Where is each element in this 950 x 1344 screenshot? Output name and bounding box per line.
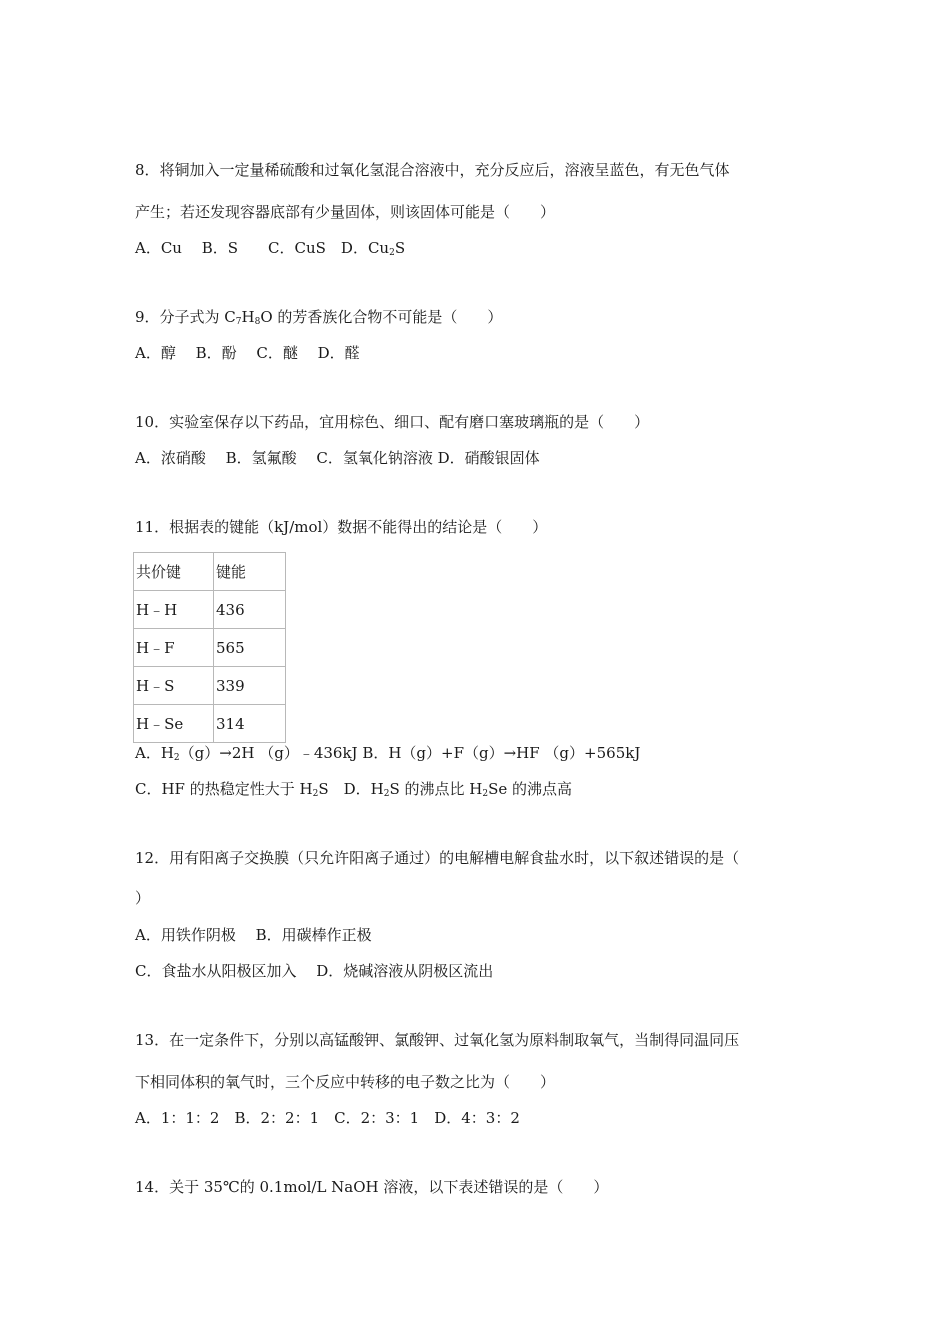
q10-stem: 10．实验室保存以下药品，宜用棕色、细口、配有磨口塞玻璃瓶的是（ ） <box>135 413 650 431</box>
q13-stem-line2: 下相同体积的氧气时，三个反应中转移的电子数之比为（ ） <box>135 1073 556 1091</box>
q14-stem: 14．关于 35℃的 0.1mol/L NaOH 溶液，以下表述错误的是（ ） <box>135 1178 609 1196</box>
table-row <box>134 629 286 667</box>
q13-options: A．1：1：2 B．2：2：1 C．2：3：1 D．4：3：2 <box>135 1109 520 1127</box>
q8-stem-line1: 8．将铜加入一定量稀硫酸和过氧化氢混合溶液中，充分反应后，溶液呈蓝色，有无色气体 <box>135 161 730 179</box>
table-cell: H﹣Se <box>134 705 214 743</box>
q9-options: A．醇 B．酚 C．醚 D．醛 <box>135 344 360 362</box>
q11-stem: 11．根据表的键能（kJ/mol）数据不能得出的结论是（ ） <box>135 518 548 536</box>
table-cell: H﹣F <box>134 629 214 667</box>
table-header-row <box>134 553 286 591</box>
table-cell: 436 <box>214 591 286 629</box>
q8-stem-line2: 产生；若还发现容器底部有少量固体，则该固体可能是（ ） <box>135 203 556 221</box>
table-cell: 565 <box>214 629 286 667</box>
q10-options: A．浓硝酸 B．氢氟酸 C．氢氧化钠溶液 D．硝酸银固体 <box>135 449 540 467</box>
table-header-cell: 共价键 <box>134 553 214 591</box>
table-row <box>134 591 286 629</box>
table-header-cell: 键能 <box>214 553 286 591</box>
table-row <box>134 667 286 705</box>
q12-options-ab: A．用铁作阴极 B．用碳棒作正极 <box>135 926 372 944</box>
q13-stem-line1: 13．在一定条件下，分别以高锰酸钾、氯酸钾、过氧化氢为原料制取氧气，当制得同温同压 <box>135 1031 740 1049</box>
table-row <box>134 705 286 743</box>
q12-stem-line1: 12．用有阳离子交换膜（只允许阳离子通过）的电解槽电解食盐水时，以下叙述错误的是（ <box>135 849 740 867</box>
bond-energy-table <box>133 552 286 743</box>
q11-options-cd: C．HF 的热稳定性大于 $H_2S$ D．$H_2S$ 的沸点比 $H_2Se$ 的沸点高 <box>135 780 573 799</box>
q11-options-ab: A．$H_2(g)\to 2H$ （g）﹣436kJ B．H（g）+F（g）→HF （g）+565kJ <box>135 744 641 763</box>
table-cell: 314 <box>214 705 286 743</box>
q12-options-cd: C．食盐水从阳极区加入 D．烧碱溶液从阴极区流出 <box>135 962 494 980</box>
table-cell: 339 <box>214 667 286 705</box>
table-cell: H﹣S <box>134 667 214 705</box>
q9-stem: 9．分子式为 $C_7H_8O$ 的芳香族化合物不可能是（ ） <box>135 308 503 327</box>
q12-stem-line2: ） <box>135 889 151 907</box>
table-cell: H﹣H <box>134 591 214 629</box>
q8-options: A．Cu B．S C．CuS D．$Cu_2S$ <box>135 239 406 258</box>
